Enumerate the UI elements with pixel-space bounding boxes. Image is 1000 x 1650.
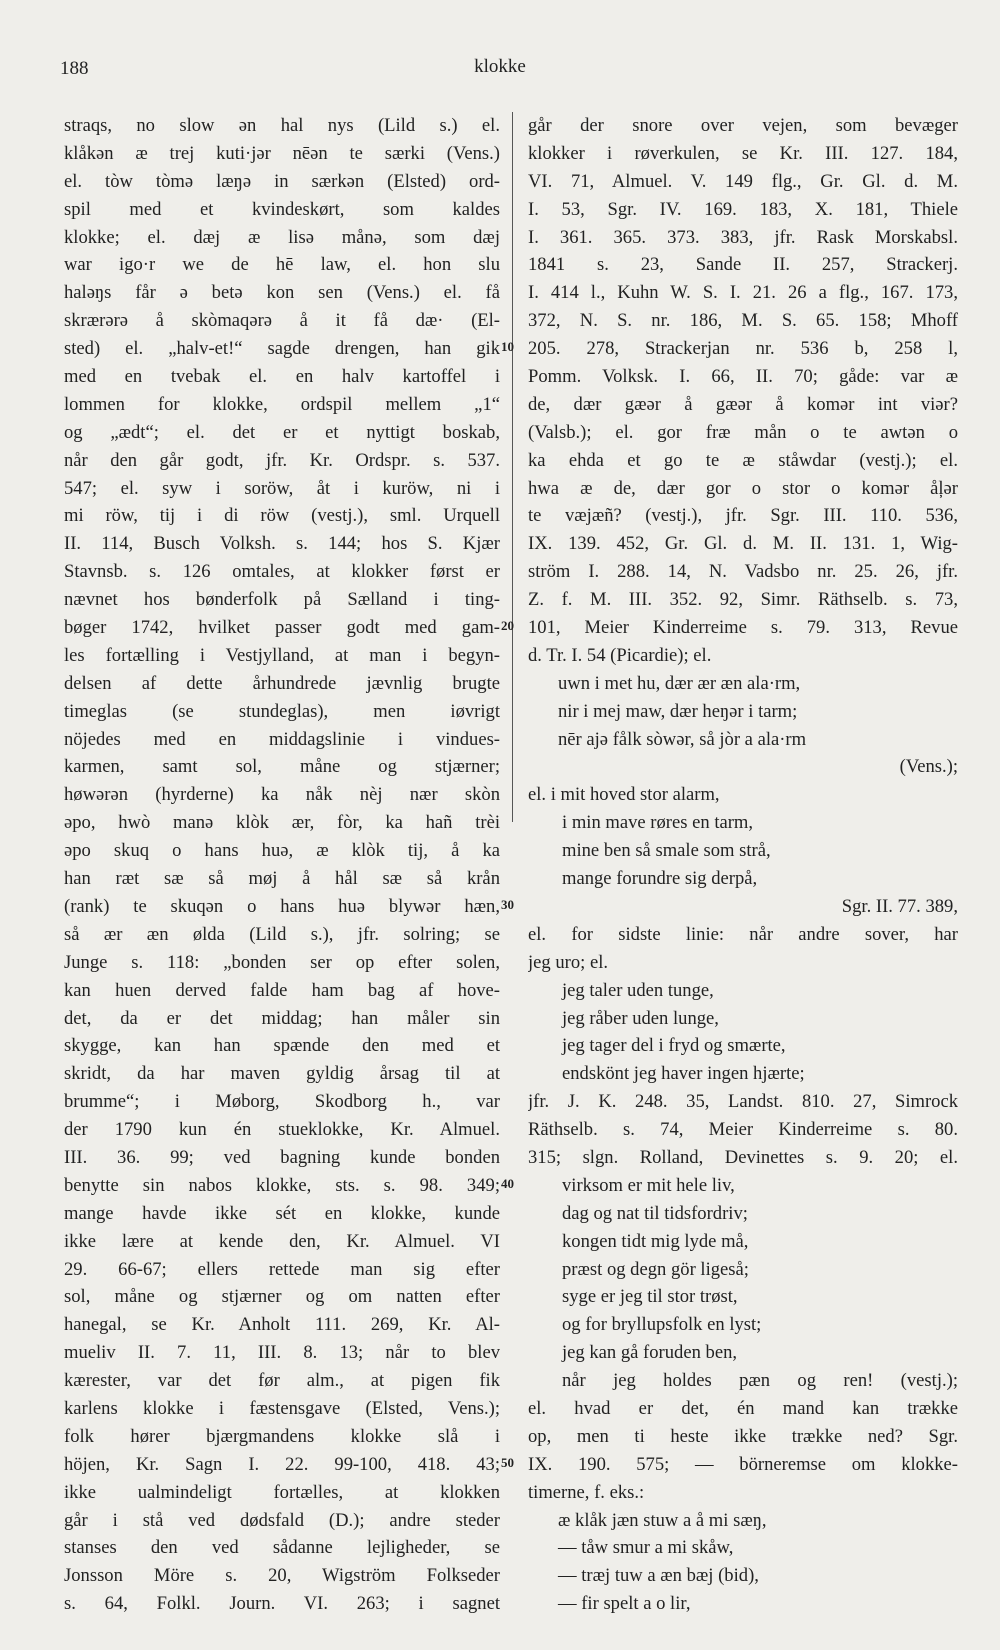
text-line: og for bryllupsfolk en lyst; (562, 1314, 762, 1336)
text-line: der 1790 kun én stueklokke, Kr. Almuel. (64, 1119, 500, 1141)
text-line: 315; slgn. Rolland, Devinettes s. 9. 20; el. (528, 1146, 958, 1168)
text-line: Stavnsb. s. 126 omtales, at klokker først er (64, 561, 500, 583)
text-line: ka ehda et go te æ ståwdar (vestj.); el. (528, 449, 958, 471)
text-line: går i stå ved dødsfald (D.); andre steder (64, 1509, 500, 1531)
text-line: jeg tager del i fryd og smærte, (562, 1035, 786, 1057)
text-line: Junge s. 118: „bonden ser op efter solen, (64, 951, 500, 973)
text-line: Z. f. M. III. 352. 92, Simr. Räthselb. s. 73, (528, 589, 958, 611)
text-line: əpo, hwò manə klòk ær, fòr, ka hañ trèi (64, 812, 500, 834)
text-line: kærester, var det før alm., at pigen fik (64, 1370, 500, 1392)
text-line: əpo skuq o hans huə, æ klòk tij, å ka (64, 840, 500, 862)
text-line: kan huen derved falde ham bag af hove- (64, 979, 500, 1001)
text-line: 547; el. syw i soröw, åt i kuröw, ni i (64, 477, 500, 499)
line-number-30: 30 (501, 897, 514, 912)
text-line: mange forundre sig derpå, (562, 868, 758, 890)
text-line: det, da er det middag; han måler sin (64, 1007, 500, 1029)
text-line: lommen for klokke, ordspil mellem „1“ (64, 393, 500, 415)
text-line: mueliv II. 7. 11, III. 8. 13; når to blev (64, 1342, 500, 1364)
text-line: nēr ajə fålk sòwər, så jòr a ala·rm (558, 728, 807, 750)
text-line: op, men ti heste ikke trække ned? Sgr. (528, 1425, 958, 1447)
text-line: klokke; el. dæj æ lisə månə, som dæj (64, 226, 500, 248)
line-number-10: 10 (501, 339, 514, 354)
text-line: virksom er mit hele liv, (562, 1174, 735, 1196)
line-number-40: 40 (501, 1176, 514, 1191)
text-line: — fir spelt a o lir, (558, 1593, 691, 1615)
text-line: el. tòw tòmə læŋə in særkən (Elsted) ord- (64, 170, 500, 192)
text-line: præst og degn gör ligeså; (562, 1258, 749, 1280)
text-line: jfr. J. K. 248. 35, Landst. 810. 27, Simrock (528, 1091, 958, 1113)
text-line: 29. 66-67; ellers rettede man sig efter (64, 1258, 500, 1280)
text-line: 1841 s. 23, Sande II. 257, Strackerj. (528, 254, 958, 276)
right-column (528, 112, 958, 1618)
text-line: delsen af dette århundrede jævnlig brugte (64, 672, 500, 694)
text-line: når den går godt, jfr. Kr. Ordspr. s. 537. (64, 449, 500, 471)
text-line: nöjedes med en middagslinie i vindues- (64, 728, 500, 750)
text-line: 205. 278, Strackerjan nr. 536 b, 258 l, (528, 338, 958, 360)
text-line: ikke ualmindeligt fortælles, at klokken (64, 1481, 500, 1503)
text-line: IX. 190. 575; — börneremse om klokke- (528, 1453, 958, 1475)
text-line: — træj tuw a æn bæj (bid), (558, 1565, 759, 1587)
text-line: les fortælling i Vestjylland, at man i begyn- (64, 644, 500, 666)
text-line: I. 361. 365. 373. 383, jfr. Rask Morskabsl. (528, 226, 958, 248)
text-line: jeg taler uden tunge, (562, 979, 714, 1001)
text-line: uwn i met hu, dær ær æn ala·rm, (558, 672, 801, 694)
text-line: kongen tidt mig lyde må, (562, 1230, 749, 1252)
text-line: mange havde ikke sét en klokke, kunde (64, 1202, 500, 1224)
text-line: jeg kan gå foruden ben, (562, 1342, 738, 1364)
text-line: hanegal, se Kr. Anholt 111. 269, Kr. Al- (64, 1314, 500, 1336)
line-number-20: 20 (501, 618, 514, 633)
text-line: mine ben så smale som strå, (562, 840, 771, 862)
text-line: brumme“; i Møborg, Skodborg h., var (64, 1091, 500, 1113)
text-line: — tåw smur a mi skåw, (558, 1537, 734, 1559)
left-column (64, 112, 500, 1618)
text-line: bøger 1742, hvilket passer godt med gam- (64, 617, 500, 639)
text-line: (Valsb.); el. gor fræ mån o te awtən o (528, 421, 958, 443)
text-line: haləŋs får ə betə kon sen (Vens.) el. få (64, 282, 500, 304)
text-line: æ klåk jæn stuw a å mi sæŋ, (558, 1509, 767, 1531)
text-line: höjen, Kr. Sagn I. 22. 99-100, 418. 43; (64, 1453, 500, 1475)
text-line: karmen, samt sol, måne og stjærner; (64, 756, 500, 778)
text-line: når jeg holdes pæn og ren! (vestj.); (562, 1370, 958, 1392)
text-line: nir i mej maw, dær heŋər i tarm; (558, 700, 798, 722)
text-line: de, dær gæər å gæər å komər int viər? (528, 393, 958, 415)
text-line: 372, N. S. nr. 186, M. S. 65. 158; Mhoff (528, 310, 958, 332)
text-line: ikke lære at kende den, Kr. Almuel. VI (64, 1230, 500, 1252)
text-line: klåkən æ trej kuti·jər nēən te særki (Vens.) (64, 142, 500, 164)
text-line: III. 36. 99; ved bagning kunde bonden (64, 1146, 500, 1168)
text-line: Sgr. II. 77. 389, (841, 895, 958, 917)
text-line: endskönt jeg haver ingen hjærte; (562, 1063, 805, 1085)
text-line: el. for sidste linie: når andre sover, har (528, 923, 958, 945)
text-line: I. 53, Sgr. IV. 169. 183, X. 181, Thiele (528, 198, 958, 220)
text-line: karlens klokke i fæstensgave (Elsted, Vens.); (64, 1397, 500, 1419)
text-line: dag og nat til tidsfordriv; (562, 1202, 748, 1224)
text-line: Jonsson Möre s. 20, Wigström Folkseder (64, 1565, 500, 1587)
text-line: klokker i røverkulen, se Kr. III. 127. 184, (528, 142, 958, 164)
text-line: el. hvad er det, én mand kan trække (528, 1397, 958, 1419)
text-line: folk hører bjærgmandens klokke slå i (64, 1425, 500, 1447)
text-line: stanses den ved sådanne lejligheder, se (64, 1537, 500, 1559)
text-line: Räthselb. s. 74, Meier Kinderreime s. 80. (528, 1119, 958, 1141)
text-line: te væjæñ? (vestj.), jfr. Sgr. III. 110. 536, (528, 505, 958, 527)
text-line: han ræt sæ så møj å hål sæ så krån (64, 868, 500, 890)
text-line: høwərən (hyrderne) ka nåk nèj nær skòn (64, 784, 500, 806)
text-line: benytte sin nabos klokke, sts. s. 98. 349; (64, 1174, 500, 1196)
text-line: VI. 71, Almuel. V. 149 flg., Gr. Gl. d. M. (528, 170, 958, 192)
running-head: klokke (474, 56, 526, 77)
text-line: sol, måne og stjærner og om natten efter (64, 1286, 500, 1308)
column-divider (512, 112, 513, 822)
text-line: s. 64, Folkl. Journ. VI. 263; i sagnet (64, 1593, 500, 1615)
line-number-50: 50 (501, 1455, 514, 1470)
text-line: skygge, kan han spænde den med et (64, 1035, 500, 1057)
text-line: el. i mit hoved stor alarm, (528, 784, 720, 806)
text-line: jeg råber uden lunge, (562, 1007, 719, 1029)
text-line: nævnet hos bønderfolk på Sælland i ting- (64, 589, 500, 611)
text-line: timerne, f. eks.: (528, 1481, 645, 1503)
text-line: skridt, da har maven gyldig årsag til at (64, 1063, 500, 1085)
text-line: II. 114, Busch Volksh. s. 144; hos S. Kjær (64, 533, 500, 555)
text-line: sted) el. „halv-et!“ sagde drengen, han gik (64, 338, 500, 360)
text-line: 101, Meier Kinderreime s. 79. 313, Revue (528, 617, 958, 639)
text-line: Pomm. Volksk. I. 66, II. 70; gåde: var æ (528, 366, 958, 388)
text-line: hwa æ de, dær gor o stor o komər åļər (528, 477, 958, 499)
text-line: I. 414 l., Kuhn W. S. I. 21. 26 a flg., 167. 173, (528, 282, 958, 304)
text-line: war igo·r we de hē law, el. hon slu (64, 254, 500, 276)
text-line: straqs, no slow ən hal nys (Lild s.) el. (64, 115, 500, 136)
text-line: spil med et kvindeskørt, som kaldes (64, 198, 500, 220)
text-line: syge er jeg til stor trøst, (562, 1286, 738, 1308)
text-line: mi röw, tij i di röw (vestj.), sml. Urquell (64, 505, 500, 527)
text-line: skrærərə å skòmaqərə å it få dæ· (El- (64, 310, 500, 332)
text-line: jeg uro; el. (528, 951, 609, 973)
text-line: d. Tr. I. 54 (Picardie); el. (528, 644, 712, 666)
text-line: timeglas (se stundeglas), men iøvrigt (64, 700, 500, 722)
page-number: 188 (60, 58, 89, 79)
text-line: går der snore over vejen, som bevæger (528, 115, 958, 136)
text-line: og „ædt“; el. det er et nyttigt boskab, (64, 421, 500, 443)
text-line: (rank) te skuqən o hans huə blywər hæn, (64, 895, 500, 917)
text-line: (Vens.); (899, 756, 958, 778)
text-line: i min mave røres en tarm, (562, 812, 754, 834)
text-line: IX. 139. 452, Gr. Gl. d. M. II. 131. 1, Wig- (528, 533, 958, 555)
text-line: så ær æn ølda (Lild s.), jfr. solring; se (64, 923, 500, 945)
text-line: ström I. 288. 14, N. Vadsbo nr. 25. 26, jfr. (528, 561, 958, 583)
text-line: med en tvebak el. en halv kartoffel i (64, 366, 500, 388)
